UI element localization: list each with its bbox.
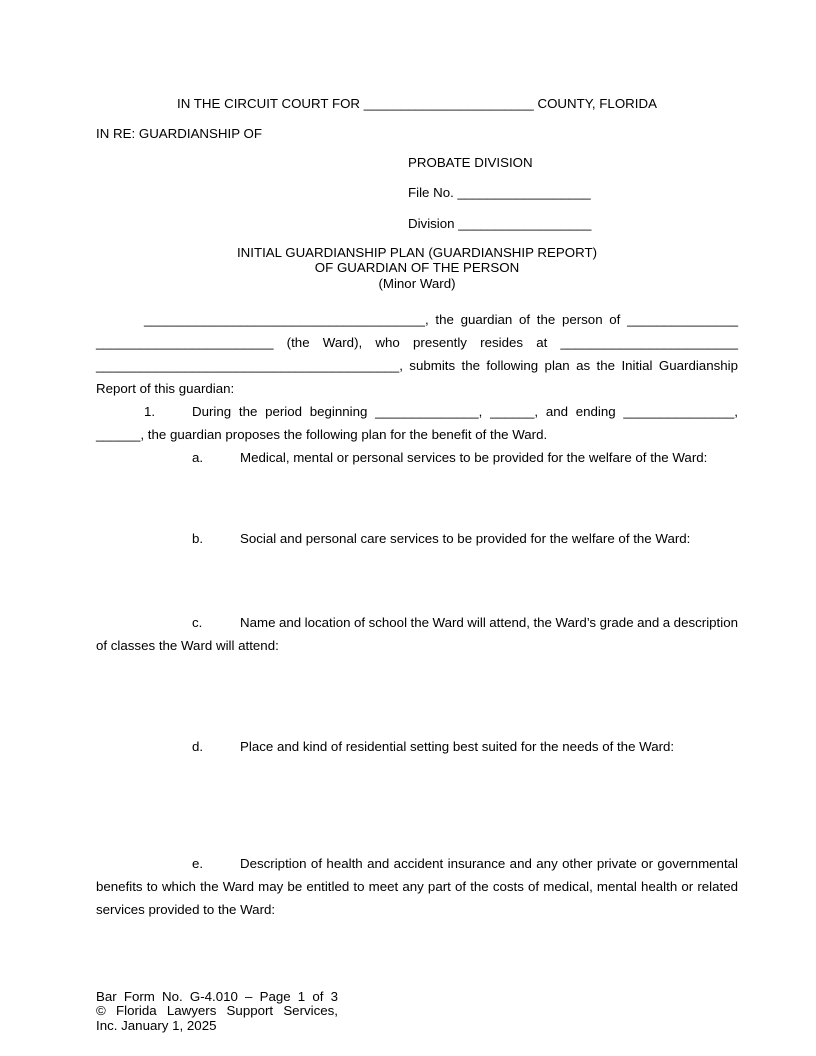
item-1-text-line-2: ______, the guardian proposes the following plan for the benefit of the Ward. bbox=[96, 427, 548, 442]
item-a-row bbox=[96, 450, 738, 466]
item-e-letter: e. bbox=[192, 856, 204, 871]
item-c-text-line-1: Name and location of school the Ward will attend, the Ward’s grade and a description bbox=[240, 615, 738, 630]
form-title-line-3: (Minor Ward) bbox=[378, 275, 456, 291]
item-d-row bbox=[96, 739, 738, 755]
item-e-text-line-3: services provided to the Ward: bbox=[96, 902, 276, 917]
item-d-letter: d. bbox=[192, 739, 204, 754]
footer-form-number: Bar Form No. G-4.010 – Page 1 of 3 bbox=[96, 989, 338, 1004]
item-b-letter: b. bbox=[192, 531, 204, 546]
footer-copyright: © Florida Lawyers Support Services, bbox=[96, 1003, 338, 1018]
item-e-text-line-2: benefits to which the Ward may be entitled to meet any part of the costs of medical, mental health or related bbox=[96, 879, 738, 894]
item-a-text: Medical, mental or personal services to be provided for the welfare of the Ward: bbox=[240, 450, 708, 465]
item-a-letter: a. bbox=[192, 450, 204, 465]
item-1-row bbox=[96, 404, 738, 420]
footer-date: Inc. January 1, 2025 bbox=[96, 1018, 217, 1033]
case-caption-line: IN RE: GUARDIANSHIP OF bbox=[96, 126, 262, 141]
opening-paragraph-line-4: Report of this guardian: bbox=[96, 381, 235, 396]
form-title bbox=[96, 245, 738, 291]
item-c-text-line-2: of classes the Ward will attend: bbox=[96, 638, 279, 653]
item-c-row bbox=[96, 615, 738, 631]
item-e-text-line-1: Description of health and accident insurance and any other private or governmental bbox=[240, 856, 738, 871]
form-title-line-2: OF GUARDIAN OF THE PERSON bbox=[314, 260, 520, 276]
item-1-text-line-1: During the period beginning ______________, ______, and ending _______________, bbox=[192, 404, 738, 419]
item-c-letter: c. bbox=[192, 615, 203, 630]
file-no-blank-line: File No. __________________ bbox=[408, 185, 591, 200]
item-b-row bbox=[96, 531, 738, 547]
opening-paragraph-line-3: _________________________________________, submits the following plan as the Initial Guardianship bbox=[96, 358, 738, 373]
opening-paragraph-line-1: ______________________________________, the guardian of the person of _______________ bbox=[144, 312, 738, 327]
probate-division-label: PROBATE DIVISION bbox=[408, 155, 533, 170]
division-blank-line: Division __________________ bbox=[408, 216, 592, 231]
item-d-text: Place and kind of residential setting best suited for the needs of the Ward: bbox=[240, 739, 675, 754]
item-1-number: 1. bbox=[144, 404, 156, 419]
court-header-line: IN THE CIRCUIT COURT FOR _______________________ COUNTY, FLORIDA bbox=[177, 96, 657, 111]
item-e-row bbox=[96, 856, 738, 872]
item-b-text: Social and personal care services to be provided for the welfare of the Ward: bbox=[240, 531, 691, 546]
opening-paragraph-line-2: ________________________ (the Ward), who presently resides at ________________________ bbox=[96, 335, 738, 350]
form-title-line-1: INITIAL GUARDIANSHIP PLAN (GUARDIANSHIP REPORT) bbox=[236, 245, 598, 260]
